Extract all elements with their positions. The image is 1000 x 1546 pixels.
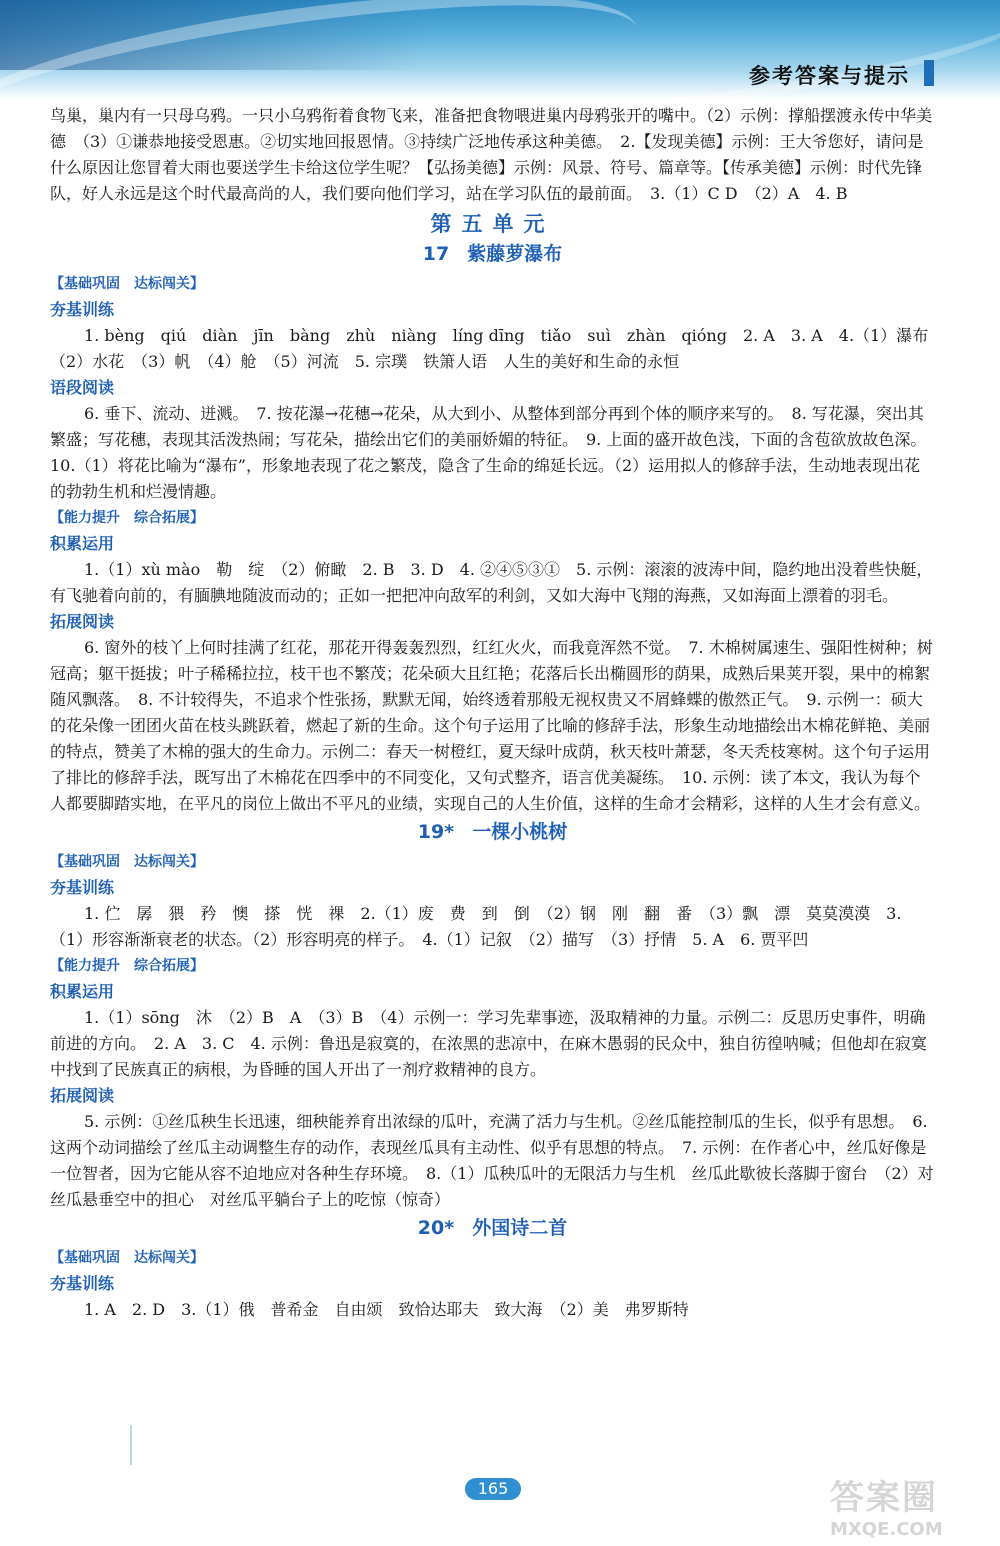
page-number: 165 (465, 1478, 521, 1500)
answer-paragraph: 5. 示例：①丝瓜秧生长迅速，细秧能养育出浓绿的瓜叶，充满了活力与生机。②丝瓜能控制瓜的生长，似乎有思想。 6. 这两个动词描绘了丝瓜主动调整生存的动作，表现丝瓜具有主动性、似乎有思想的特点。 7. 示例：在作者心中，丝瓜好像是一位智者，因为它能从容不迫地应对各种生存环境。 8.（1）瓜秧瓜叶的无限活力与生机 丝瓜此歇彼长落脚于窗台 （2）对丝瓜悬垂空中的担心 对丝瓜平躺台子上的吃惊（惊奇） (50, 1112, 934, 1209)
lesson-number: 20* (417, 1217, 455, 1239)
sub-heading: 夯基训练 (50, 1274, 115, 1293)
watermark-url: MXQE.COM (830, 1519, 943, 1540)
lesson-17 (50, 239, 945, 817)
page-content (50, 103, 945, 1323)
lesson-title (50, 239, 935, 269)
lesson-name: 紫藤萝瀑布 (467, 243, 563, 265)
lesson-name: 外国诗二首 (472, 1217, 568, 1239)
answer-paragraph: 1. A 2. D 3.（1）俄 普希金 自由颂 致恰达耶夫 致大海 （2）美 弗罗斯特 (84, 1300, 689, 1319)
lesson-name: 一棵小桃树 (472, 821, 568, 843)
unit-title: 第五单元 (430, 212, 555, 236)
watermark-logo: 答案圈 (830, 1478, 938, 1518)
answer-paragraph: 1. bèng qiú diàn jīn bàng zhù niàng líng dīng tiǎo suì zhàn qióng 2. A 3. A 4.（1）瀑布 （2）水花 （3）帆 （4）舱 （5）河流 5. 宗璞 铁箫人语 人生的美好和生命的永恒 (50, 326, 945, 371)
header-mark (924, 60, 934, 86)
section-heading: 【基础巩固 达标闯关】 (50, 854, 204, 870)
answer-paragraph: 1.（1）sōng 沐 （2）B A （3）B （4）示例一：学习先辈事迹，汲取精神的力量。示例二：反思历史事件，明确前进的方向。 2. A 3. C 4. 示例：鲁迅是寂寞的，在浓黑的悲凉中，在麻木愚弱的民众中，独自彷徨呐喊；但他却在寂寞中找到了民族真正的病根，为昏睡的国人开出了一剂疗救精神的良方。 (50, 1008, 927, 1079)
lesson-title (50, 817, 935, 847)
section-heading: 【能力提升 综合拓展】 (50, 958, 204, 974)
lesson-title (50, 1213, 935, 1243)
answer-paragraph: 6. 窗外的枝丫上何时挂满了红花，那花开得轰轰烈烈，红红火火，而我竟浑然不觉。 7. 木棉树属速生、强阳性树种；树冠高；躯干挺拔；叶子稀稀拉拉，枝干也不繁茂；花朵硕大且红艳；花落后长出椭圆形的荫果，成熟后果荚开裂，果中的棉絮随风飘落。 8. 不计较得失，不追求个性张扬，默默无闻，始终透着那般无视权贵又不屑蜂蝶的傲然正气。 9. 示例一：硕大的花朵像一团团火苗在枝头跳跃着，燃起了新的生命。这个句子运用了比喻的修辞手法，形象生动地描绘出木棉花鲜艳、美丽的特点，赞美了木棉的强大的生命力。示例二：春天一树橙红，夏天绿叶成荫，秋天枝叶萧瑟，冬天秃枝寒树。这个句子运用了排比的修辞手法，既写出了木棉花在四季中的不同变化，又句式整齐，语言优美凝练。 10. 示例：读了本文，我认为每个人都要脚踏实地，在平凡的岗位上做出不平凡的业绩，实现自己的人生价值，这样的生命才会精彩，这样的人生才会有意义。 (50, 638, 933, 813)
lesson-19 (50, 817, 935, 1213)
margin-line (130, 1425, 132, 1465)
sub-heading: 夯基训练 (50, 878, 115, 897)
header-title: 参考答案与提示 (749, 64, 910, 88)
lesson-20 (50, 1213, 935, 1323)
sub-heading: 积累运用 (50, 534, 115, 553)
answer-paragraph: 1.（1）xù mào 勒 绽 （2）俯瞰 2. B 3. D 4. ②④⑤③① 5. 示例：滚滚的波涛中间，隐约地出没着些快艇，有飞驰着向前的，有腼腆地随波而动的；正如一把把冲向敌军的利剑，又如大海中飞翔的海燕，又如海面上漂着的羽毛。 (50, 560, 933, 605)
lesson-number: 19* (417, 821, 455, 843)
answer-paragraph: 6. 垂下、流动、迸溅。 7. 按花瀑→花穗→花朵，从大到小、从整体到部分再到个体的顺序来写的。 8. 写花瀑，突出其繁盛；写花穗，表现其活泼热闹；写花朵，描绘出它们的美丽娇媚的特征。 9. 上面的盛开故色浅，下面的含苞欲放故色深。 10.（1）将花比喻为“瀑布”，形象地表现了花之繁茂，隐含了生命的绵延长远。（2）运用拟人的修辞手法，生动地表现出花的勃勃生机和烂漫情趣。 (50, 404, 935, 501)
top-paragraph: 鸟巢，巢内有一只母乌鸦。一只小乌鸦衔着食物飞来，准备把食物喂进巢内母鸦张开的嘴中。（2）示例：撑船摆渡永传中华美德 （3）①谦恭地接受恩惠。②切实地回报恩情。③持续广泛地传承这种美德。 2.【发现美德】示例：王大爷您好，请问是什么原因让您冒着大雨也要送学生卡给这位学生呢？【弘扬美德】示例：风景、符号、篇章等。【传承美德】示例：时代先锋队，好人永远是这个时代最高尚的人，我们要向他们学习，站在学习队伍的最前面。 3.（1）C D （2）A 4. B (50, 106, 933, 203)
section-heading: 【基础巩固 达标闯关】 (50, 276, 204, 292)
lesson-number: 17 (422, 243, 450, 265)
watermark (830, 1470, 990, 1540)
sub-heading: 拓展阅读 (50, 612, 115, 631)
section-heading: 【基础巩固 达标闯关】 (50, 1250, 204, 1266)
sub-heading: 积累运用 (50, 982, 115, 1001)
sub-heading: 拓展阅读 (50, 1086, 115, 1105)
section-heading: 【能力提升 综合拓展】 (50, 510, 204, 526)
sub-heading: 夯基训练 (50, 300, 115, 319)
answer-paragraph: 1. 伫 孱 猥 矜 懊 搽 恍 祼 2.（1）废 费 到 倒 （2）钢 刚 翻 番 （3）飘 漂 莫莫漠漠 3.（1）形容渐渐衰老的状态。（2）形容明亮的样子。 4.（1）记叙 （2）描写 （3）抒情 5. A 6. 贾平凹 (50, 904, 902, 949)
sub-heading: 语段阅读 (50, 378, 115, 397)
